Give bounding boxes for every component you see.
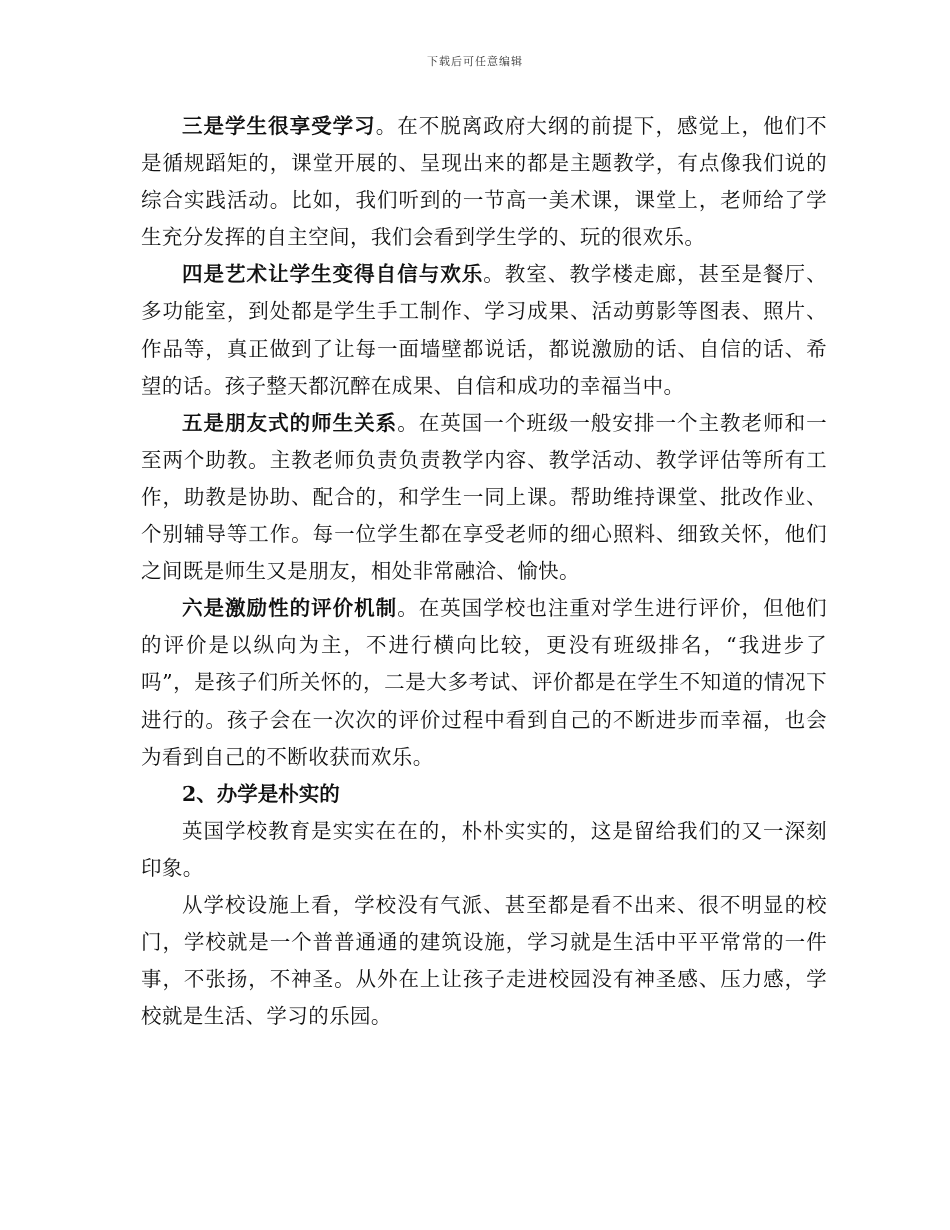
section-heading: 2、办学是朴实的 <box>182 781 340 806</box>
paragraph-impression: 英国学校教育是实实在在的，朴朴实实的，这是留给我们的又一深刻印象。 <box>141 818 827 880</box>
paragraph-evaluation <box>141 590 827 775</box>
paragraph-facilities: 从学校设施上看，学校没有气派、甚至都是看不出来、很不明显的校门，学校就是一个普普通通的建筑设施，学习就是生活中平平常常的一件事，不张扬，不神圣。从外在上让孩子走进校园没有神圣感、压力感，学校就是生活、学习的乐园。 <box>141 892 827 1029</box>
paragraph-learning <box>141 108 827 256</box>
paragraph-text: 。教室、教学楼走廊，甚至是餐厅、多功能室，到处都是学生手工制作、学习成果、活动剪影等图表、照片、作品等，真正做到了让每一面墙壁都说话，都说激励的话、自信的话、希望的话。孩子整天都沉醉在成果、自信和成功的幸福当中。 <box>141 262 827 398</box>
paragraph-lead: 六是激励性的评价机制 <box>182 596 398 621</box>
paragraph-lead: 五是朋友式的师生关系 <box>182 410 398 435</box>
paragraph-text: 。在英国学校也注重对学生进行评价，但他们的评价是以纵向为主，不进行横向比较，更没有班级排名，“我进步了吗”，是孩子们所关怀的，二是大多考试、评价都是在学生不知道的情况下进行的。孩子会在一次次的评价过程中看到自己的不断进步而幸福，也会为看到自己的不断收获而欢乐。 <box>141 596 828 769</box>
paragraph-text: 。在英国一个班级一般安排一个主教老师和一至两个助教。主教老师负责负责教学内容、教学活动、教学评估等所有工作，助教是协助、配合的，和学生一同上课。帮助维持课堂、批改作业、个别辅导等工作。每一位学生都在享受老师的细心照料、细致关怀，他们之间既是师生又是朋友，相处非常融洽、愉快。 <box>141 410 828 584</box>
page-header: 下载后可任意编辑 <box>427 55 523 68</box>
document-body <box>141 108 827 1035</box>
paragraph-relationship <box>141 405 827 590</box>
paragraph-lead: 四是艺术让学生变得自信与欢乐 <box>182 262 484 287</box>
paragraph-lead: 三是学生很享受学习 <box>182 114 376 138</box>
paragraph-art <box>141 256 827 404</box>
paragraph-text: 。在不脱离政府大纲的前提下，感觉上，他们不是循规蹈矩的，课堂开展的、呈现出来的都是主题教学，有点像我们说的综合实践活动。比如，我们听到的一节高一美术课，课堂上，老师给了学生充分发挥的自主空间，我们会看到学生学的、玩的很欢乐。 <box>141 114 827 250</box>
